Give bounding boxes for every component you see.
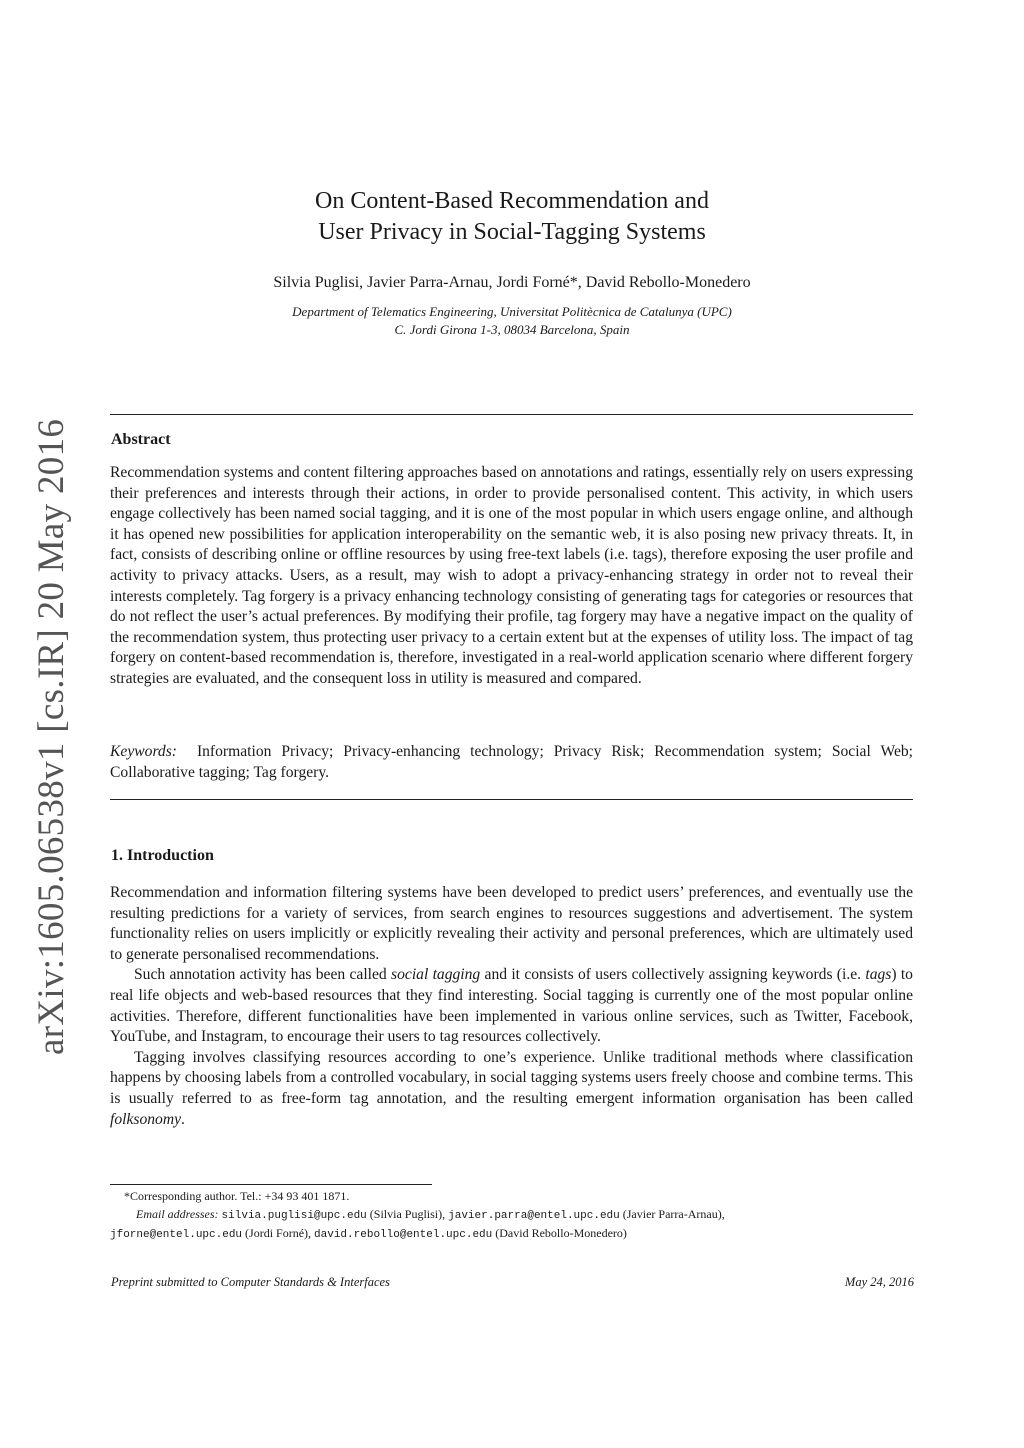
abstract-text: Recommendation systems and content filtering approaches based on annotations and ratings, essentially rely on users expressing their preferences and interests through their actions, in order to provide personalised content. This activity, in which users engage collectively has been named social tagging, and it is one of the most popular in which users engage online, and although it has opened new possibilities for application interoperability on the semantic web, it is also posing new privacy threats. It, in fact, consists of describing online or offline resources by using free-text labels (i.e. tags), therefore exposing the user profile and activity to privacy attacks. Users, as a result, may wish to adopt a privacy-enhancing strategy in order not to reveal their interests completely. Tag forgery is a privacy enhancing technology consisting of generating tags for categories or resources that do not reflect the user’s actual preferences. By modifying their profile, tag forgery may have a negative impact on the quality of the recommendation system, thus protecting user privacy to a certain extent but at the expenses of utility loss. The impact of tag forgery on content-based recommendation is, therefore, investigated in a real-world application scenario where different forgery strategies are evaluated, and the consequent loss in utility is measured and compared. <box>110 464 913 687</box>
keywords-label: Keywords: <box>110 743 177 760</box>
footer-submission-note: Preprint submitted to Computer Standards & Interfaces <box>111 1275 390 1289</box>
abstract-heading: Abstract <box>111 431 171 448</box>
email-link[interactable]: david.rebollo@entel.upc.edu <box>314 1229 493 1241</box>
term-folksonomy: folksonomy <box>110 1110 182 1128</box>
author-list: Silvia Puglisi, Javier Parra-Arnau, Jordi Forné*, David Rebollo-Monedero <box>273 274 751 291</box>
email-link[interactable]: silvia.puglisi@upc.edu <box>221 1209 367 1222</box>
abstract-bottom-rule <box>110 799 913 800</box>
abstract-top-rule <box>110 414 913 415</box>
term-tags: tags <box>865 966 892 984</box>
section-heading-introduction: 1. Introduction <box>111 847 214 864</box>
affiliation-line-1: Department of Telematics Engineering, Universitat Politècnica de Catalunya (UPC) <box>292 304 732 319</box>
footnote-corresponding-author: *Corresponding author. Tel.: +34 93 401 1871. <box>124 1189 350 1203</box>
title-line-2: User Privacy in Social-Tagging Systems <box>318 219 706 245</box>
footnote-rule <box>110 1184 432 1185</box>
paper-title <box>112 186 912 248</box>
arxiv-sidebar-id: arXiv:1605.06538v1 [cs.IR] 20 May 2016 <box>31 418 72 1055</box>
footnote-emails-line-1: Email addresses: silvia.puglisi@upc.edu (Silvia Puglisi), javier.parra@entel.upc.edu (Javier Parra-Arnau), <box>136 1206 725 1222</box>
term-social-tagging: social tagging <box>391 966 481 984</box>
affiliation-line-2: C. Jordi Girona 1-3, 08034 Barcelona, Spain <box>394 322 630 337</box>
intro-paragraph-1: Recommendation and information filtering systems have been developed to predict users’ preferences, and eventually use the resulting predictions for a variety of services, from search engines to resources suggestions and advertisement. The system functionality relies on users implicitly or explicitly revealing their activity and personal preferences, which are ultimately used to generate personalised recommendations. <box>110 884 913 963</box>
intro-paragraph-3: Tagging involves classifying resources according to one’s experience. Unlike traditional methods where classification happens by choosing labels from a controlled vocabulary, in social tagging systems users freely choose and combine terms. This is usually referred to as free-form tag annotation, and the resulting emergent information organisation has been called folksonomy. <box>110 1048 913 1128</box>
keywords-text: Information Privacy; Privacy-enhancing technology; Privacy Risk; Recommendation system; Social Web; Collaborative tagging; Tag forgery. <box>110 743 913 781</box>
keywords <box>110 742 913 783</box>
footnote <box>110 1188 913 1245</box>
introduction-body <box>110 883 913 1130</box>
email-link[interactable]: jforne@entel.upc.edu <box>110 1229 243 1241</box>
intro-paragraph-2: Such annotation activity has been called social tagging and it consists of users collectively assigning keywords (i.e. tags) to real life objects and web-based resources that they find interesting. Social tagging is currently one of the most popular online activities. Therefore, different functionalities have been implemented in various online services, such as Twitter, Facebook, YouTube, and Instagram, to encourage their users to tag resources collectively. <box>110 966 913 1046</box>
email-link[interactable]: javier.parra@entel.upc.edu <box>448 1209 620 1222</box>
title-line-1: On Content-Based Recommendation and <box>315 188 709 214</box>
footnote-emails-line-2: jforne@entel.upc.edu (Jordi Forné), david.rebollo@entel.upc.edu (David Rebollo-Monedero) <box>110 1226 627 1241</box>
email-label: Email addresses: <box>136 1206 219 1221</box>
affiliation <box>112 303 912 339</box>
footer-date: May 24, 2016 <box>844 1275 914 1289</box>
